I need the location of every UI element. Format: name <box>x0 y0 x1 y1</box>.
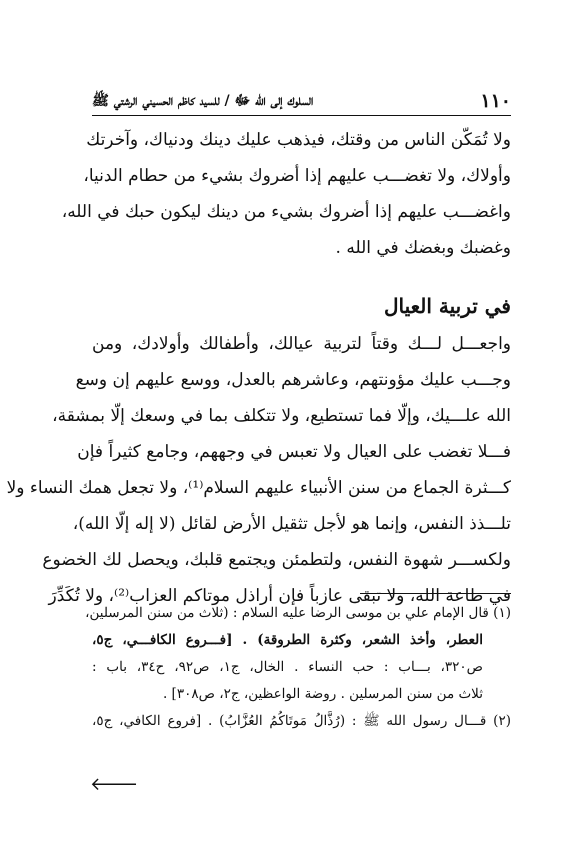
page-number: ١١٠ <box>480 90 511 112</box>
section-heading: في تربية العيال <box>383 294 511 318</box>
footnote-line: (١) قال الإمام علي بن موسى الرضا عليه السلام : (ثلاث من سنن المرسلين، <box>85 605 511 621</box>
footnote-line: ص٣٢٠، بـــاب : حب النساء . الخال، ج١، ص٩٢، ح٣٤، باب : <box>92 659 483 675</box>
text-line: وجـــب عليك مؤونتهم، وعاشرهم بالعدل، ووسع عليهم إن وسع <box>75 370 511 390</box>
text-line: تلـــذذ النفس، وإنما هو لأجل تثقيل الأرض لقائل (لا إله إلّا الله)، <box>72 514 511 534</box>
text-line: فـــلا تغضب على العيال ولا تعبس في وجههم، وجامع كثيراً فإن <box>77 442 511 462</box>
text-line: واغضـــب عليهم إذا أضروك بشيء من دينك ليكون حبك في الله، <box>61 202 511 222</box>
footnote-line: ثلاث من سنن المرسلين . روضة الواعظين، ج٢، ص٣٠٨] . <box>162 686 483 702</box>
text-line: ولكســـر شهوة النفس، ولتطمئن ويجتمع قلبك، ويحصل لك الخضوع <box>42 550 511 570</box>
page-header <box>92 86 511 112</box>
footnote-line: العطر، وأخذ الشعر، وكثرة الطروقة) . [فـــروع الكافـــي، ج٥، <box>92 632 483 648</box>
footnote-line: (٢) قـــال رسول الله ﷺ : (رُذَّالُ مَوتَاكُمُ العُزَّابُ) . [فروع الكافي، ج٥، <box>92 713 511 729</box>
footnotes <box>85 600 511 735</box>
text-line: الله علـــيك، وإلّا فما تستطيع، ولا تتكلف بما في وسعك إلّا بمشقة، <box>52 406 511 426</box>
text-line: ولا تُمَكّن الناس من وقتك، فيذهب عليك دينك ودنياك، وآخرتك <box>86 130 511 150</box>
text-line: في طاعة الله، ولا تبقى عازباً فإن أراذل موتاكم العزاب⁽²⁾، ولا تُكَدِّرَ <box>48 586 511 606</box>
footnote-separator <box>360 593 511 594</box>
text-line: واجعـــل لـــك وقتاً لتربية عيالك، وأطفالك وأولادك، ومن <box>92 334 511 354</box>
main-text <box>6 122 511 614</box>
text-line: كـــثرة الجماع من سنن الأنبياء عليهم السلام⁽¹⁾، ولا تجعل همك النساء ولا <box>6 478 511 498</box>
text-line: وأولاك، ولا تغضـــب عليهم إذا أضروك بشيء من حطام الدنيا، <box>83 166 511 186</box>
header-rule <box>92 115 511 116</box>
continue-arrow-icon: 🡐 <box>90 774 139 795</box>
text-line: وغضبك وبغضك في الله . <box>335 238 511 258</box>
running-title: السلوك إلى الله ﷻ / للسيد كاظم الحسيني الرشتي ﷺ <box>92 93 314 109</box>
